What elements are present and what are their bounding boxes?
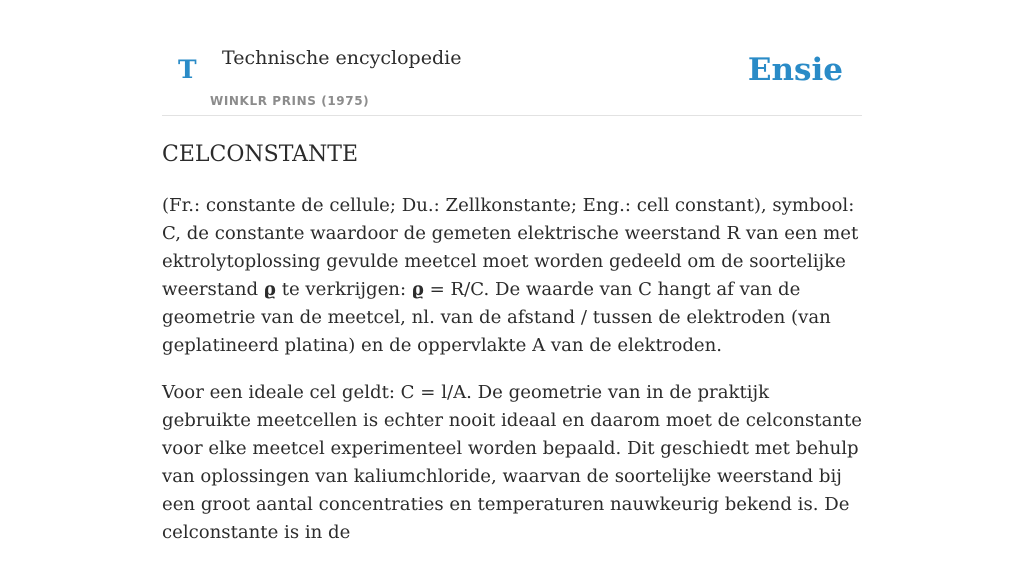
paragraph-1-text-a: (Fr.: constante de cellule; Du.: Zellkonstante; Eng.: cell constant), symbool: C, de constante waardoor de gemeten elektrische weerstand R van een met ektrolytoplossing gevulde meetcel moet worden gedeeld om de soortelijke weerstand <box>162 195 859 300</box>
book-title-link[interactable]: Technische encyclopedie <box>222 47 462 69</box>
entry-paragraph-1 <box>162 192 862 360</box>
rho-symbol: ϱ <box>263 279 276 300</box>
entry-title: CELCONSTANTE <box>162 142 359 167</box>
ensie-logo[interactable]: Ensie <box>747 52 843 88</box>
header <box>162 0 862 116</box>
paragraph-1-text-b: te verkrijgen: <box>275 279 412 300</box>
rho-symbol: ϱ <box>411 279 424 300</box>
book-icon[interactable]: T <box>178 55 197 84</box>
entry-paragraph-2: Voor een ideale cel geldt: C = l/A. De geometrie van in de praktijk gebruikte meetcellen is echter nooit ideaal en daarom moet de celconstante voor elke meetcel experimenteel worden bepaald. Dit geschiedt met behulp van oplossingen van kaliumchloride, waarvan de soortelijke weerstand bij een groot aantal concentraties en temperaturen nauwkeurig bekend is. De celconstante is in de <box>162 382 862 543</box>
page <box>162 0 862 543</box>
book-source: WINKLR PRINS (1975) <box>210 94 370 108</box>
entry-body <box>162 192 862 566</box>
paragraph-1-text-c: = R/C. De waarde van C hangt af van de geometrie van de meetcel, nl. van de afstand / tussen de elektroden (van geplatineerd platina) en de oppervlakte A van de elektroden. <box>162 279 831 356</box>
